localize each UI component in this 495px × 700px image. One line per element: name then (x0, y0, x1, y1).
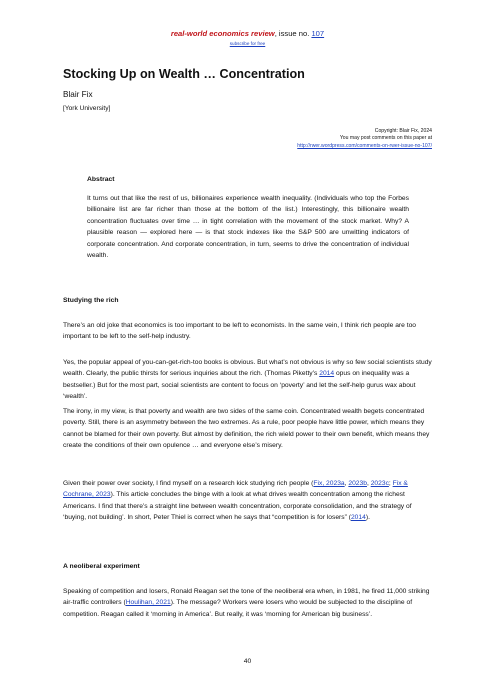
paragraph-5 (63, 586, 433, 620)
fix-2023b-link[interactable]: 2023b (348, 480, 367, 487)
fix-cochrane-2023-link[interactable]: Fix & Cochrane, 2023 (63, 480, 408, 499)
section-heading-neoliberal: A neoliberal experiment (63, 563, 140, 570)
paragraph-text: ). This article concludes the binge with a look at what drives wealth concentration among the richest Americans. I find that there’s a straight line between wealth concentration, corporate consolidation, and the strategy of ‘buying, not building’. In short, Peter Thiel is correct when he says that “competition is for losers” ( (63, 491, 412, 522)
separator: ; (388, 480, 393, 487)
author-name: Blair Fix (63, 90, 93, 99)
paragraph-text: Speaking of competition and losers, Ronald Reagan set the tone of the neoliberal era when, in 1981, he fired 11,000 striking air-traffic controllers ( (63, 588, 430, 607)
copyright-line: Copyright: Blair Fix, 2024 (374, 128, 432, 134)
subscribe-link[interactable]: subscribe for free (229, 41, 266, 46)
paragraph-text: opus on inequality was a bestseller.) But for the most part, social scientists are content to focus on ‘poverty’ and let the self-help gurus wax about ‘wealth’. (63, 370, 416, 401)
paragraph-text: Given their power over society, I find myself on a research kick studying rich people ( (63, 480, 314, 487)
comment-url-link[interactable]: http://rwer.wordpress.com/comments-on-rwer-issue-no-107/ (297, 142, 432, 149)
abstract-paragraph: It turns out that like the rest of us, billionaires experience wealth inequality. (Individuals who top the Forbes billionaire list are far richer than those at the bottom of the list.) Interestingly, this billionaire wealth concentration fluctuates over time … in tight correlation with the movement of the stock market. Why? A plausible reason — explored here — is that stock indexes like the S&P 500 are unwitting indicators of corporate concentration. And corporate concentration, in turn, seems to drive the concentration of individual wealth. (87, 195, 409, 260)
paper-title: Stocking Up on Wealth … Concentration (63, 67, 305, 81)
paragraph-4 (63, 478, 433, 524)
abstract-heading: Abstract (87, 176, 115, 183)
comment-line: You may post comments on this paper at (339, 135, 432, 142)
abstract-text (87, 193, 409, 261)
affiliation: [York University] (63, 105, 111, 112)
fix-2023c-link[interactable]: 2023c (370, 480, 389, 487)
journal-header (0, 29, 495, 38)
houlihan-2021-link[interactable]: Houlihan, 2021 (125, 599, 171, 607)
paragraph-text: Yes, the popular appeal of you-can-get-rich-too books is obvious. But what’s not obvious is why so few social scientists study wealth. Clearly, the public thirsts for serious inquiries about the rich. (Thomas Piketty’s (63, 359, 432, 378)
page-number: 40 (243, 658, 252, 665)
separator: , (344, 480, 349, 487)
subscribe-line (0, 41, 495, 46)
section-heading-studying: Studying the rich (63, 297, 119, 304)
paragraph-text: There’s an old joke that economics is too important to be left to economists. In the same vein, I think rich people are too important to be left to the self-help industry. (63, 322, 417, 341)
separator: , (366, 480, 371, 487)
issue-text: , issue no. (274, 29, 312, 38)
copyright-block (297, 128, 432, 150)
thiel-2014-link[interactable]: 2014 (350, 514, 366, 522)
journal-name: real-world economics review (170, 29, 275, 38)
fix-2023a-link[interactable]: Fix, 2023a (313, 480, 345, 487)
paragraph-text: ). (365, 514, 370, 522)
paragraph-1 (63, 320, 433, 343)
paragraph-2 (63, 357, 433, 403)
issue-link[interactable]: 107 (311, 29, 325, 38)
paragraph-text: The irony, in my view, is that poverty and wealth are two sides of the same coin. Concentrated wealth begets concentrated poverty. Still, there is an asymmetry between the two extremes. As a rule, poor people have little power, which means they cannot be blamed for their own poverty. But almost by definition, the rich wield power to their own benefit, which means they create the conditions of their own opulence … and everyone else’s misery. (63, 408, 430, 450)
paragraph-text: ). The message? Workers were losers who would be subjected to the discipline of competition. Reagan called it ‘morning in America’. But really, it was ‘morning for American big business’. (63, 599, 413, 618)
paragraph-3 (63, 406, 433, 452)
piketty-2014-link[interactable]: 2014 (319, 370, 335, 378)
